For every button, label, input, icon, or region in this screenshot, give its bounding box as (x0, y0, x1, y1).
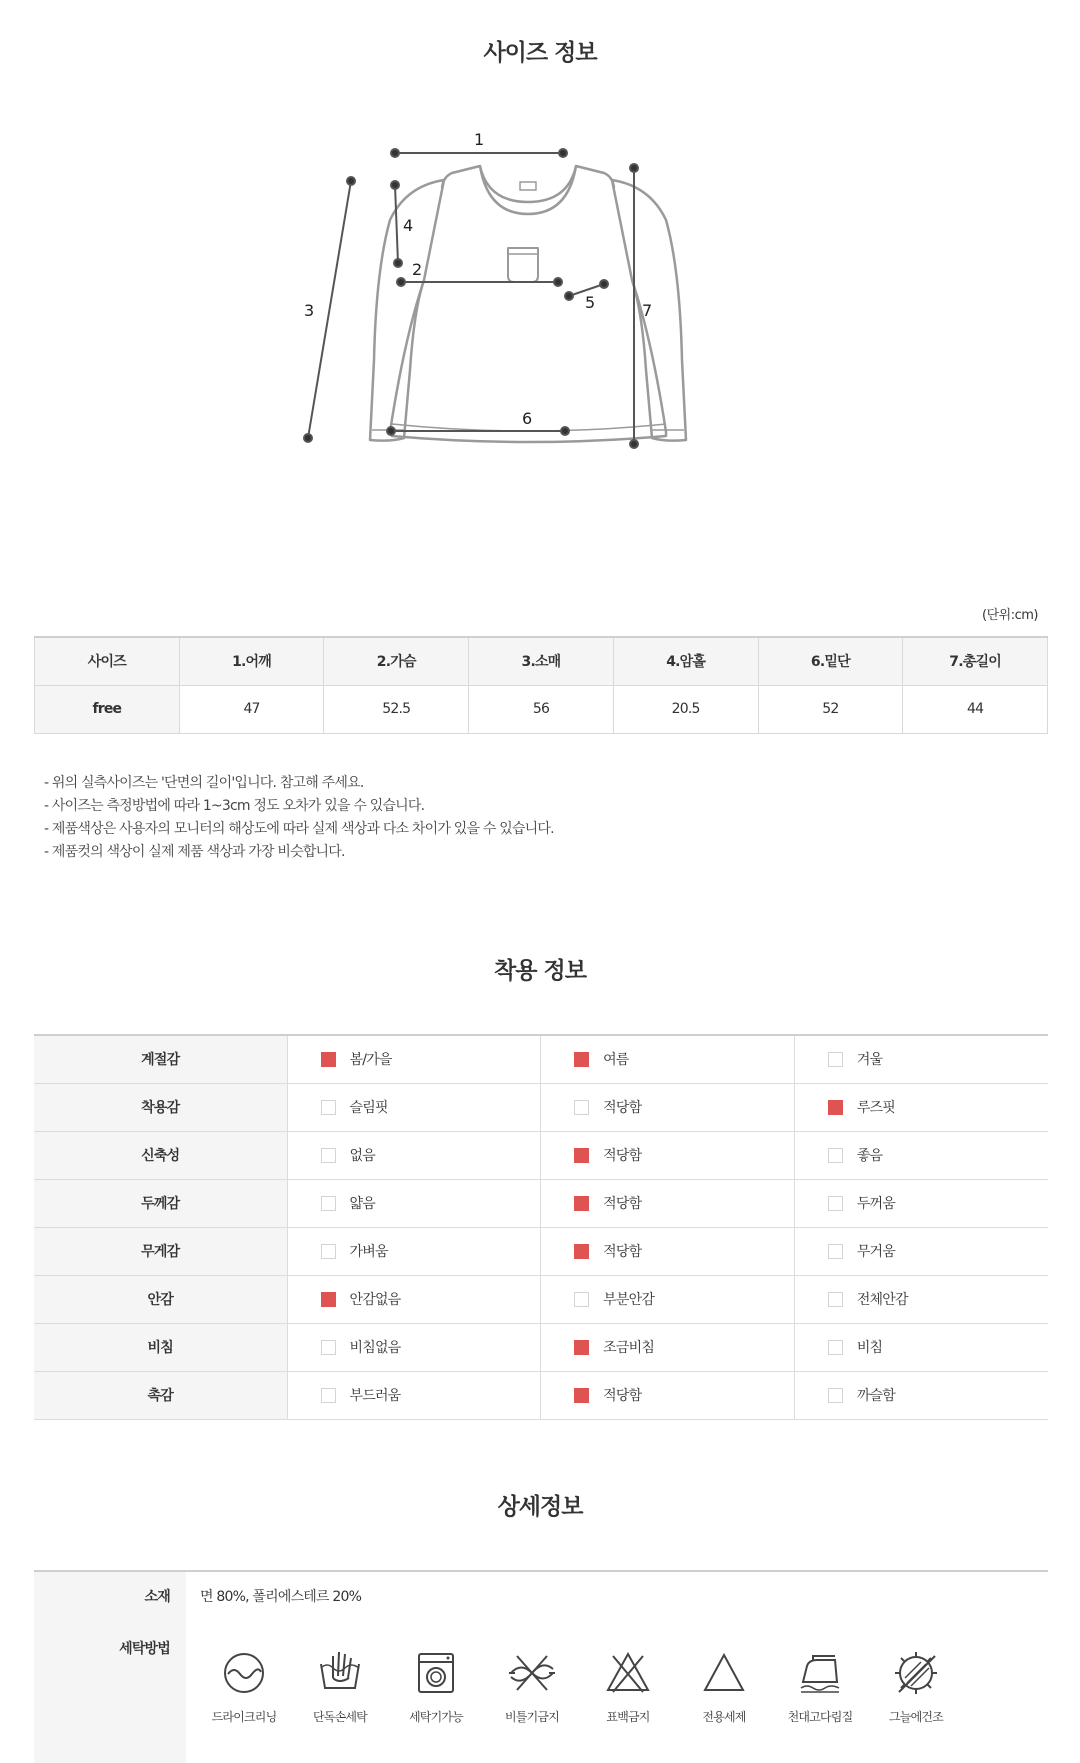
no-wring-icon (507, 1648, 557, 1698)
dry-clean-icon (219, 1648, 269, 1698)
checked-box-icon (574, 1052, 589, 1067)
unchecked-box-icon (321, 1244, 336, 1259)
wash-item-label: 단독손세탁 (313, 1710, 367, 1724)
unchecked-box-icon (828, 1340, 843, 1355)
fit-row (34, 1275, 1048, 1323)
wash-item (772, 1648, 868, 1725)
measure-label-2: 2 (412, 260, 423, 279)
fit-option (541, 1035, 795, 1083)
unchecked-box-icon (321, 1340, 336, 1355)
fit-option-label: 전체안감 (856, 1292, 908, 1308)
wash-item (868, 1648, 964, 1725)
wash-item-label: 세탁기가능 (409, 1710, 463, 1724)
fit-row-label: 촉감 (34, 1371, 287, 1419)
detail-label-column (34, 1572, 186, 1763)
wash-item-label: 비틀기금지 (505, 1710, 559, 1724)
fit-option-label: 까슬함 (856, 1388, 895, 1404)
fit-row (34, 1179, 1048, 1227)
fit-option (541, 1227, 795, 1275)
fit-option-label: 적당함 (603, 1148, 642, 1164)
checked-box-icon (574, 1388, 589, 1403)
fit-option-label: 안감없음 (349, 1292, 401, 1308)
wash-item-label: 드라이크리닝 (211, 1710, 277, 1724)
fit-option (287, 1227, 541, 1275)
note-line: - 제품색상은 사용자의 모니터의 해상도에 따라 실제 색상과 다소 차이가 있을 수 있습니다. (44, 821, 554, 837)
fit-option (794, 1275, 1048, 1323)
wash-item (580, 1648, 676, 1725)
fit-option (541, 1131, 795, 1179)
wash-item (388, 1648, 484, 1725)
wash-item-label: 그늘에건조 (889, 1710, 943, 1724)
checked-box-icon (828, 1100, 843, 1115)
unchecked-box-icon (828, 1196, 843, 1211)
detail-info-panel (34, 1570, 1048, 1763)
size-table-header: 6.밑단 (758, 637, 903, 685)
garment-measurement-diagram (304, 130, 760, 520)
fit-row-label: 비침 (34, 1323, 287, 1371)
unchecked-box-icon (321, 1100, 336, 1115)
fit-option (794, 1131, 1048, 1179)
fit-option-label: 비침 (856, 1340, 883, 1356)
unchecked-box-icon (828, 1052, 843, 1067)
fit-row-label: 안감 (34, 1275, 287, 1323)
fit-option-label: 봄/가을 (349, 1052, 392, 1069)
fit-option-label: 슬림핏 (349, 1100, 388, 1116)
fit-option (287, 1083, 541, 1131)
unchecked-box-icon (828, 1244, 843, 1259)
fit-option-label: 부드러움 (349, 1388, 401, 1404)
size-name-cell: free (35, 685, 180, 733)
checked-box-icon (574, 1148, 589, 1163)
size-table-header: 7.총길이 (903, 637, 1048, 685)
size-table (34, 636, 1048, 734)
size-notes (44, 772, 554, 864)
cloth-iron-icon (795, 1648, 845, 1698)
size-table-row (35, 685, 1048, 733)
fit-option (287, 1179, 541, 1227)
size-value-cell: 47 (179, 685, 324, 733)
fit-row (34, 1083, 1048, 1131)
measure-label-6: 6 (522, 409, 533, 428)
unchecked-box-icon (321, 1388, 336, 1403)
size-table-header-row (35, 637, 1048, 685)
wash-item (196, 1648, 292, 1725)
fit-option-label: 적당함 (603, 1196, 642, 1212)
size-value-cell: 44 (903, 685, 1048, 733)
material-value: 면 80%, 폴리에스테르 20% (200, 1589, 362, 1605)
material-label: 소재 (144, 1589, 170, 1605)
wash-item (292, 1648, 388, 1725)
no-bleach-icon (603, 1648, 653, 1698)
fit-row (34, 1035, 1048, 1083)
size-value-cell: 52.5 (324, 685, 469, 733)
fit-row (34, 1323, 1048, 1371)
unchecked-box-icon (574, 1100, 589, 1115)
fit-option-label: 적당함 (603, 1388, 642, 1404)
fit-option-label: 좋음 (856, 1148, 883, 1164)
size-table-header: 3.소매 (469, 637, 614, 685)
fit-option-label: 적당함 (603, 1244, 642, 1260)
fit-option-label: 조금비침 (603, 1340, 655, 1356)
fit-option (287, 1275, 541, 1323)
fit-option (541, 1179, 795, 1227)
checked-box-icon (574, 1244, 589, 1259)
shade-dry-icon (891, 1648, 941, 1698)
unchecked-box-icon (321, 1148, 336, 1163)
fit-option (794, 1371, 1048, 1419)
fit-option-label: 얇음 (349, 1196, 375, 1212)
fit-option-label: 여름 (603, 1052, 629, 1069)
fit-option-label: 비침없음 (349, 1340, 401, 1356)
wash-item (676, 1648, 772, 1725)
fit-option-label: 겨울 (856, 1052, 883, 1069)
fit-option-label: 없음 (349, 1148, 375, 1164)
size-table-header: 4.암홀 (613, 637, 758, 685)
fit-option-label: 루즈핏 (856, 1100, 895, 1116)
measure-label-3: 3 (304, 301, 315, 320)
fit-row-label: 신축성 (34, 1131, 287, 1179)
checked-box-icon (321, 1052, 336, 1067)
fit-row-label: 착용감 (34, 1083, 287, 1131)
neutral-detergent-icon (699, 1648, 749, 1698)
fit-option (287, 1131, 541, 1179)
fit-row (34, 1131, 1048, 1179)
size-value-cell: 52 (758, 685, 903, 733)
unchecked-box-icon (321, 1196, 336, 1211)
fit-row-label: 계절감 (34, 1035, 287, 1083)
measure-label-4: 4 (403, 216, 414, 235)
fit-row (34, 1371, 1048, 1419)
note-line: - 제품컷의 색상이 실제 제품 색상과 가장 비슷합니다. (44, 844, 345, 860)
checked-box-icon (574, 1340, 589, 1355)
fit-option (287, 1035, 541, 1083)
fit-option-label: 적당함 (603, 1100, 642, 1116)
measure-label-1: 1 (474, 130, 485, 149)
size-section-title: 사이즈 정보 (483, 40, 597, 66)
unchecked-box-icon (828, 1292, 843, 1307)
fit-option (541, 1275, 795, 1323)
wash-item-label: 천대고다림질 (787, 1710, 853, 1724)
fit-row (34, 1227, 1048, 1275)
fit-option (541, 1323, 795, 1371)
fit-option-label: 가벼움 (349, 1244, 388, 1260)
fit-option (287, 1371, 541, 1419)
measure-label-5: 5 (585, 293, 596, 312)
size-table-header: 사이즈 (35, 637, 180, 685)
checked-box-icon (321, 1292, 336, 1307)
fit-option (794, 1227, 1048, 1275)
fit-option (541, 1371, 795, 1419)
garment-outline (442, 166, 614, 202)
note-line: - 사이즈는 측정방법에 따라 1~3cm 정도 오차가 있을 수 있습니다. (44, 798, 425, 814)
washing-machine-icon (411, 1648, 461, 1698)
unit-label: (단위:cm) (982, 608, 1038, 623)
fit-table (34, 1034, 1048, 1420)
size-value-cell: 56 (469, 685, 614, 733)
note-line: - 위의 실측사이즈는 '단면의 길이'입니다. 참고해 주세요. (44, 775, 364, 791)
wash-item-label: 전용세제 (702, 1710, 746, 1724)
fit-option (794, 1083, 1048, 1131)
fit-option (287, 1323, 541, 1371)
size-value-cell: 20.5 (613, 685, 758, 733)
fit-option (794, 1035, 1048, 1083)
fit-row-label: 무게감 (34, 1227, 287, 1275)
fit-option-label: 두꺼움 (856, 1196, 895, 1212)
unchecked-box-icon (828, 1388, 843, 1403)
fit-section-title: 착용 정보 (494, 958, 586, 984)
unchecked-box-icon (574, 1292, 589, 1307)
detail-section-title: 상세정보 (497, 1494, 583, 1520)
fit-option (541, 1083, 795, 1131)
fit-option-label: 무거움 (856, 1244, 895, 1260)
fit-row-label: 두께감 (34, 1179, 287, 1227)
measure-label-7: 7 (642, 301, 653, 320)
fit-option (794, 1179, 1048, 1227)
fit-option-label: 부분안감 (603, 1292, 655, 1308)
hand-wash-icon (315, 1648, 365, 1698)
size-table-header: 1.어깨 (179, 637, 324, 685)
checked-box-icon (574, 1196, 589, 1211)
unchecked-box-icon (828, 1148, 843, 1163)
wash-label: 세탁방법 (119, 1641, 170, 1657)
wash-item (484, 1648, 580, 1725)
fit-option (794, 1323, 1048, 1371)
wash-item-label: 표백금지 (606, 1710, 650, 1724)
size-table-header: 2.가슴 (324, 637, 469, 685)
